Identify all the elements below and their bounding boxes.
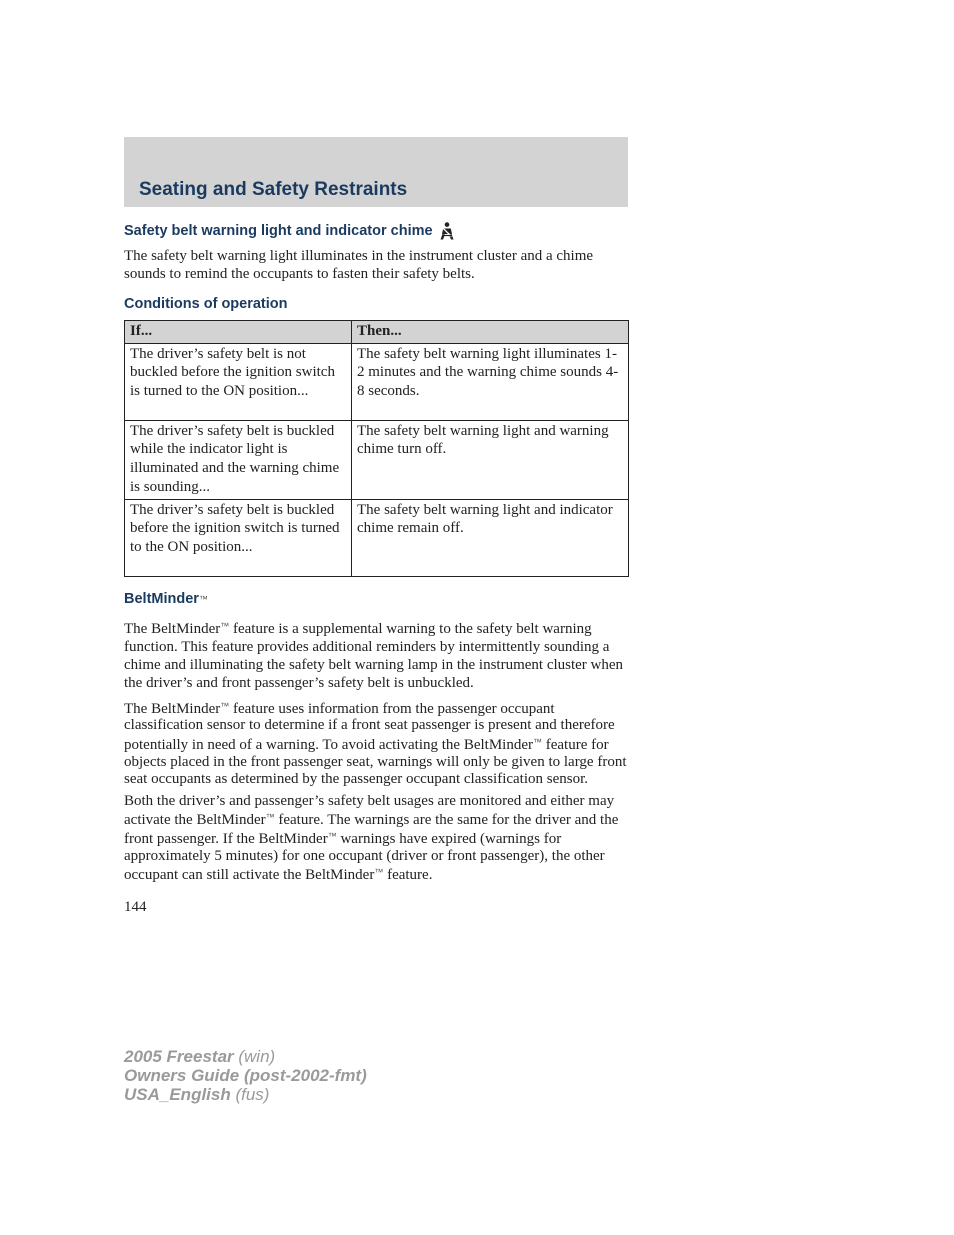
text-span: feature is a supplemental warning to the safety belt warning function. This feature provides additional reminders by intermittently sounding a chime and illuminating the safety belt warning lamp in the instrument cluster when the driver’s and front passenger’s safety belt is unbuckled. xyxy=(124,620,624,691)
heading-safety-belt-warning xyxy=(124,221,628,241)
text-span: feature. The warnings are the same for the driver and the front passenger. If the BeltMinder xyxy=(124,811,619,848)
document-footer xyxy=(124,1047,367,1104)
table-header-if: If... xyxy=(125,321,352,344)
trademark-mark: ™ xyxy=(265,811,275,822)
footer-line-1 xyxy=(124,1047,367,1066)
trademark-mark: ™ xyxy=(327,831,337,842)
footer-line-3 xyxy=(124,1085,367,1104)
table-cell-then: The safety belt warning light illuminates 1-2 minutes and the warning chime sounds 4-8 seconds. xyxy=(352,343,629,420)
table-cell-if: The driver’s safety belt is buckled before the ignition switch is turned to the ON position... xyxy=(125,499,352,576)
text-span: The BeltMinder xyxy=(124,700,221,717)
heading-text: BeltMinder xyxy=(124,590,199,607)
beltminder-paragraph-3 xyxy=(124,793,628,884)
table-header-row xyxy=(125,321,629,344)
section-title: Seating and Safety Restraints xyxy=(139,179,408,200)
safety-belt-intro-text: The safety belt warning light illuminates in the instrument cluster and a chime sounds to remind the occupants to fasten their safety belts. xyxy=(124,248,594,282)
table-cell-if: The driver’s safety belt is buckled while the indicator light is illuminated and the warning chime is sounding... xyxy=(125,420,352,499)
beltminder-paragraph-2 xyxy=(124,698,628,788)
heading-conditions: Conditions of operation xyxy=(124,296,288,312)
text-span: feature uses information from the passenger occupant classification sensor to determine if a front seat passenger is present and therefore potentially in need of a warning. To avoid activating the BeltMinder xyxy=(124,700,615,754)
footer-model: 2005 Freestar xyxy=(124,1047,234,1066)
footer-guide: Owners Guide (post-2002-fmt) xyxy=(124,1066,367,1085)
trademark-mark: ™ xyxy=(220,620,230,631)
trademark-mark: ™ xyxy=(198,593,208,604)
table-cell-if: The driver’s safety belt is not buckled before the ignition switch is turned to the ON position... xyxy=(125,343,352,420)
footer-model-code: (win) xyxy=(233,1047,276,1066)
table-header-then: Then... xyxy=(352,321,629,344)
table-row xyxy=(125,420,629,499)
heading-text: Safety belt warning light and indicator chime xyxy=(124,223,433,239)
beltminder-paragraph-1 xyxy=(124,617,628,692)
trademark-mark: ™ xyxy=(374,867,384,878)
heading-beltminder xyxy=(124,589,628,609)
text-span: feature. xyxy=(383,867,433,884)
text-span: warnings have expired (warnings for approximately 5 minutes) for one occupant (driver or front passenger), the other occupant can still activate the BeltMinder xyxy=(124,831,605,884)
page-content xyxy=(124,221,628,916)
footer-language-code: (fus) xyxy=(230,1085,270,1104)
table-cell-then: The safety belt warning light and indicator chime remain off. xyxy=(352,499,629,576)
page-number: 144 xyxy=(124,898,147,915)
section-header-band xyxy=(124,137,628,207)
table-cell-then: The safety belt warning light and warning chime turn off. xyxy=(352,420,629,499)
footer-line-2 xyxy=(124,1066,367,1085)
table-row xyxy=(125,499,629,576)
text-span: The BeltMinder xyxy=(124,620,221,637)
seatbelt-warning-icon xyxy=(439,222,455,240)
conditions-table xyxy=(124,320,629,577)
trademark-mark: ™ xyxy=(220,700,230,711)
text-span: Both the driver’s and passenger’s safety belt usages are monitored and either may activate the BeltMinder xyxy=(124,792,615,828)
footer-language: USA_English xyxy=(124,1085,231,1104)
trademark-mark: ™ xyxy=(532,737,542,748)
text-span: feature for objects placed in the front passenger seat, warnings will only be given to large front seat occupants as determined by the passenger occupant classification sensor. xyxy=(124,737,627,787)
table-row xyxy=(125,343,629,420)
